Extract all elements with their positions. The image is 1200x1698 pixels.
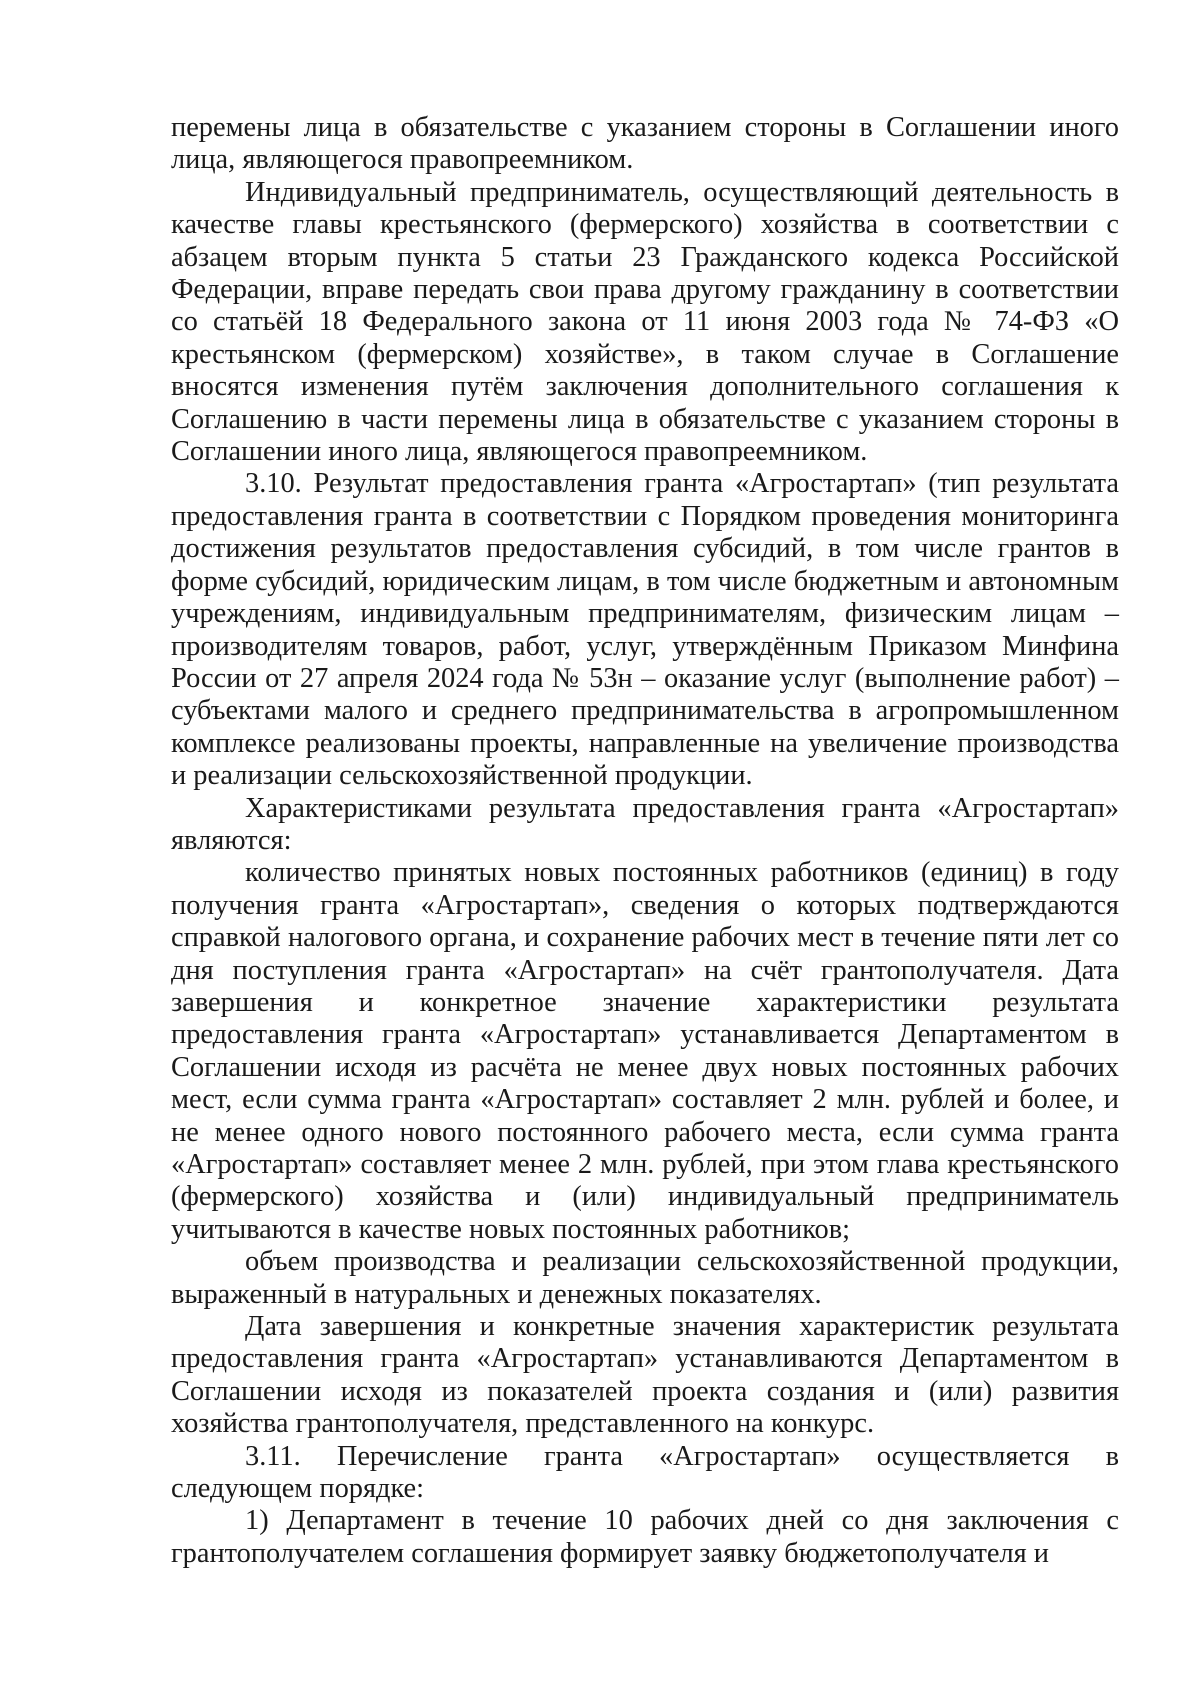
paragraph-3: 3.10. Результат предоставления гранта «Агростартап» (тип результата предоставления гранта в соответствии с Порядком проведения мониторинга достижения результатов предоставления субсидий, в том числе грантов в форме субсидий, юридическим лицам, в том числе бюджетным и автономным учреждениям, индивидуальным предпринимателям, физическим лицам – производителям товаров, работ, услуг, утверждённым Приказом Минфина России от 27 апреля 2024 года № 53н – оказание услуг (выполнение работ) – субъектами малого и среднего предпринимательства в агропромышленном комплексе реализованы проекты, направленные на увеличение производства и реализации сельскохозяйственной продукции.	[171, 468, 1119, 792]
paragraph-1: перемены лица в обязательстве с указанием стороны в Соглашении иного лица, являющегося правопреемником.	[171, 112, 1119, 176]
paragraph-2: Индивидуальный предприниматель, осуществляющий деятельность в качестве главы крестьянского (фермерского) хозяйства в соответствии с абзацем вторым пункта 5 статьи 23 Гражданского кодекса Российской Федерации, вправе передать свои права другому гражданину в соответствии со статьёй 18 Федерального закона от 11 июня 2003 года № 74-ФЗ «О крестьянском (фермерском) хозяйстве», в таком случае в Соглашение вносятся изменения путём заключения дополнительного соглашения к Соглашению в части перемены лица в обязательстве с указанием стороны в Соглашении иного лица, являющегося правопреемником.	[171, 176, 1119, 468]
paragraph-6: объем производства и реализации сельскохозяйственной продукции, выраженный в натуральных и денежных показателях.	[171, 1246, 1119, 1310]
paragraph-8: 3.11. Перечисление гранта «Агростартап» осуществляется в следующем порядке:	[171, 1440, 1119, 1505]
paragraph-5: количество принятых новых постоянных работников (единиц) в году получения гранта «Агростартап», сведения о которых подтверждаются справкой налогового органа, и сохранение рабочих мест в течение пяти лет со дня поступления гранта «Агростартап» на счёт грантополучателя. Дата завершения и конкретное значение характеристики результата предоставления гранта «Агростартап» устанавливается Департаментом в Соглашении исходя из расчёта не менее двух новых постоянных рабочих мест, если сумма гранта «Агростартап» составляет 2 млн. рублей и более, и не менее одного нового постоянного рабочего места, если сумма гранта «Агростартап» составляет менее 2 млн. рублей, при этом глава крестьянского (фермерского) хозяйства и (или) индивидуальный предприниматель учитываются в качестве новых постоянных работников;	[171, 857, 1119, 1245]
paragraph-4: Характеристиками результата предоставления гранта «Агростартап» являются:	[171, 792, 1119, 856]
document-page	[171, 112, 1119, 1570]
paragraph-9: 1) Департамент в течение 10 рабочих дней со дня заключения с грантополучателем соглашения формирует заявку бюджетополучателя и	[171, 1505, 1119, 1569]
paragraph-7: Дата завершения и конкретные значения характеристик результата предоставления гранта «Агростартап» устанавливаются Департаментом в Соглашении исходя из показателей проекта создания и (или) развития хозяйства грантополучателя, представленного на конкурс.	[171, 1311, 1119, 1440]
